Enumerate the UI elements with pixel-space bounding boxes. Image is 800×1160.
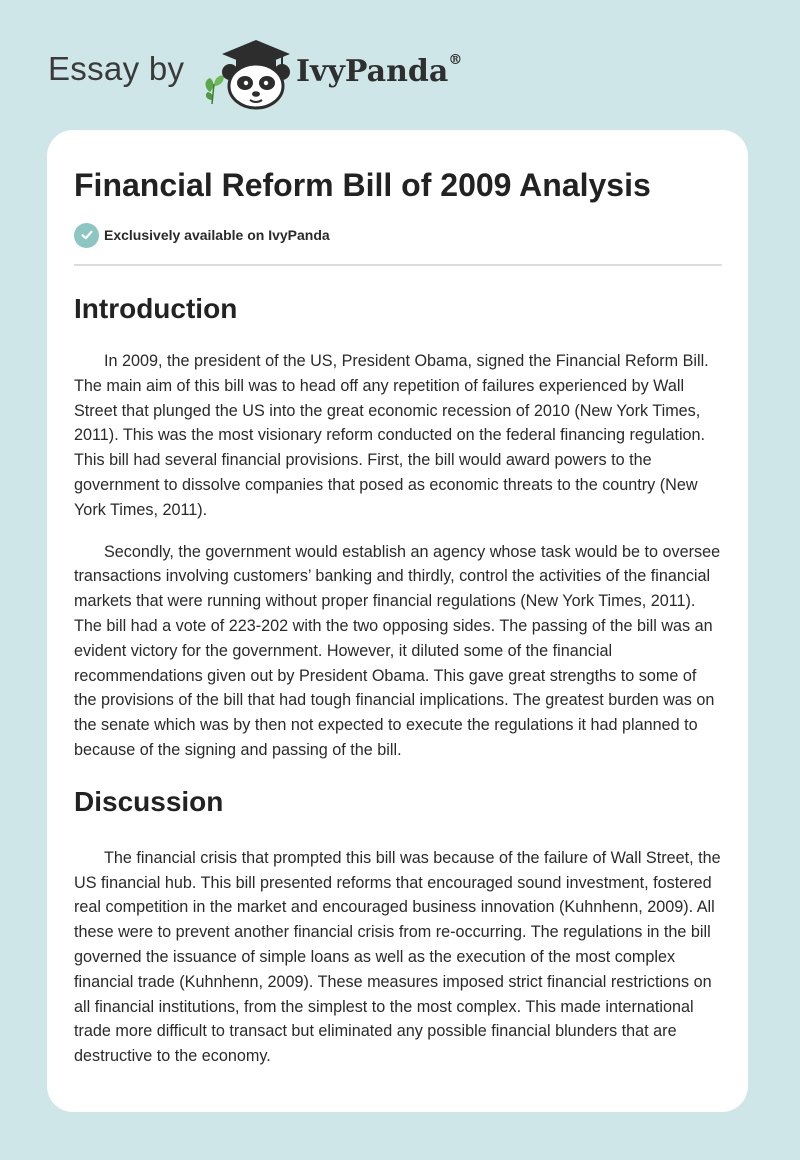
paragraph: The financial crisis that prompted this bill was because of the failure of Wall Street, the US financial hub. This bill presented reforms that encouraged sound investment, fostered real competition in the market and encouraged business innovation (Kuhnhenn, 2009). All these were to prevent another financial crisis from re-occurring. The regulations in the bill governed the issuance of simple loans as well as the execution of the most complex financial trade (Kuhnhenn, 2009). These measures imposed strict financial restrictions on all financial institutions, from the simplest to the most complex. This made international trade more difficult to transact but eliminated any possible financial blunders that are destructive to the economy. xyxy=(74,848,721,1066)
ivypanda-brand[interactable] xyxy=(296,54,462,89)
essay-title: Financial Reform Bill of 2009 Analysis xyxy=(74,167,651,203)
essay-card xyxy=(47,130,748,1112)
checkmark-icon xyxy=(74,223,99,248)
exclusive-label: Exclusively available on IvyPanda xyxy=(104,227,330,243)
registered-mark: ® xyxy=(448,52,463,68)
paragraph: In 2009, the president of the US, President Obama, signed the Financial Reform Bill. The main aim of this bill was to head off any repetition of failures experienced by Wall Street that plunged the US into the great economic recession of 2010 (New York Times, 2011). This was the most visionary reform conducted on the federal financing regulation. This bill had several financial provisions. First, the bill would award powers to the government to dissolve companies that posed as economic threats to the country (New York Times, 2011). xyxy=(74,352,709,519)
brand-name: IvyPanda xyxy=(296,54,449,89)
site-header xyxy=(0,0,800,130)
paragraph: Secondly, the government would establish an agency whose task would be to oversee transactions involving customers’ banking and thirdly, control the activities of the financial markets that were running without proper financial regulations (New York Times, 2011). The bill had a vote of 223-202 with the two opposing sides. The passing of the bill was an evident victory for the government. However, it diluted some of the financial recommendations given out by President Obama. This gave great strengths to some of the provisions of the bill that had tough financial implications. The greatest burden was on the senate which was by then not expected to execute the regulations it had planned to because of the signing and passing of the bill. xyxy=(74,542,721,759)
exclusive-badge xyxy=(74,222,722,248)
section-heading-discussion: Discussion xyxy=(74,785,224,817)
title-divider xyxy=(74,264,722,266)
ivypanda-logo-icon[interactable] xyxy=(200,34,296,110)
essay-by-label: Essay by xyxy=(48,50,185,87)
section-heading-introduction: Introduction xyxy=(74,293,238,324)
